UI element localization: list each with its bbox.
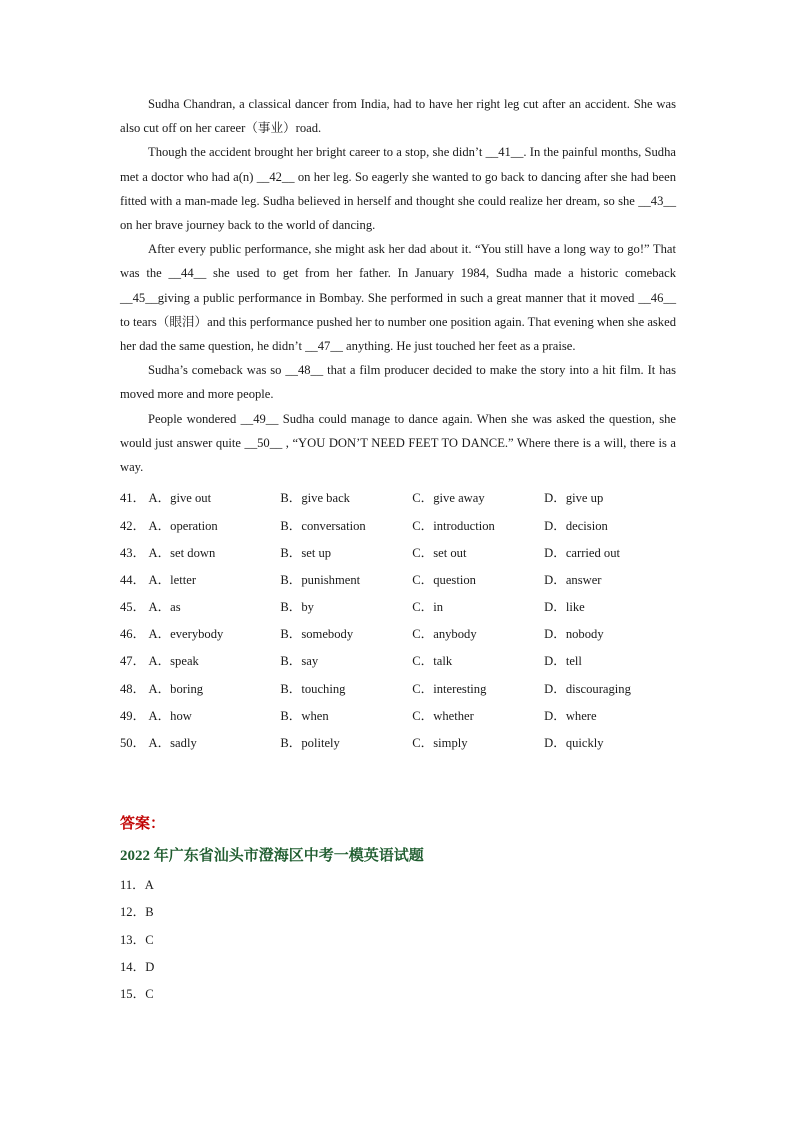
question-number: 49． [120,708,146,723]
question-row [120,646,676,673]
option-a: A．as [148,600,181,615]
option-b: B．give back [280,491,350,506]
question-number: 48． [120,681,146,696]
question-number: 41． [120,491,146,506]
option-d: D．discouraging [544,681,631,696]
option-a: A．how [148,708,192,723]
option-b: B．set up [280,545,332,560]
answer-item: 15．C [120,987,154,1002]
question-options [120,483,676,755]
question-row [120,701,676,728]
option-c: C．set out [412,545,467,560]
question-number: 46． [120,627,146,642]
option-b: B．by [280,600,314,615]
passage-paragraph-5: People wondered __49__ Sudha could manage to dance again. When she was asked the question, she would just answer quite __50__ , “YOU DON’T NEED FEET TO DANCE.” Where there is a will, there is a way. [120,411,676,475]
option-b: B．politely [280,736,340,751]
question-number: 45． [120,600,146,615]
question-row [120,565,676,592]
option-c: C．in [412,600,444,615]
question-row [120,728,676,755]
question-row [120,619,676,646]
answers-heading: 答案： [120,816,166,832]
question-row [120,483,676,510]
option-b: B．say [280,654,319,669]
passage-paragraph-4: Sudha’s comeback was so __48__ that a film producer decided to make the story into a hit film. It has moved more and more people. [120,363,676,402]
question-number: 44． [120,572,146,587]
option-b: B．punishment [280,572,361,587]
option-c: C．give away [412,491,485,506]
option-a: A．boring [148,681,204,696]
option-b: B．conversation [280,518,366,533]
option-b: B．when [280,708,329,723]
option-a: A．everybody [148,627,224,642]
option-d: D．tell [544,654,582,669]
exam-title: 2022 年广东省汕头市澄海区中考一模英语试题 [120,848,424,864]
answer-item: 11．A [120,878,154,892]
option-c: C．talk [412,654,453,669]
option-c: C．simply [412,736,468,751]
option-d: D．carried out [544,545,621,560]
option-c: C．introduction [412,518,495,533]
option-d: D．answer [544,572,602,587]
option-d: D．quickly [544,736,604,751]
option-c: C．whether [412,708,474,723]
question-row [120,538,676,565]
option-a: A．letter [148,572,197,587]
question-row [120,510,676,537]
question-number: 50． [120,736,146,751]
question-row [120,592,676,619]
option-a: A．speak [148,654,199,669]
option-d: D．decision [544,518,608,533]
option-c: C．anybody [412,627,477,642]
option-d: D．like [544,600,585,615]
question-number: 47． [120,654,146,669]
question-row [120,674,676,701]
answer-item: 14．D [120,959,155,974]
option-a: A．give out [148,491,212,506]
option-b: B．somebody [280,627,354,642]
passage-paragraph-3: After every public performance, she might ask her dad about it. “You still have a long way to go!” That was the __44__ she used to get from her father. In January 1984, Sudha made a historic comeback __45__giving a public performance in Bombay. She performed in such a great manner that it moved __46__ to tears（眼泪）and this performance pushed her to number one position again. That evening when she asked her dad the same question, he didn’t __47__ anything. He just touched her feet as a praise. [120,242,676,354]
option-a: A．operation [148,518,218,533]
option-d: D．nobody [544,627,604,642]
option-c: C．question [412,572,476,587]
option-a: A．sadly [148,736,197,751]
option-d: D．give up [544,491,604,506]
answer-item: 13．C [120,932,154,947]
question-number: 43． [120,545,146,560]
question-number: 42． [120,518,146,533]
passage-paragraph-2: Though the accident brought her bright career to a stop, she didn’t __41__. In the painful months, Sudha met a doctor who had a(n) __42__ on her leg. So eagerly she wanted to go back to dancing after she had been fitted with a man-made leg. Sudha believed in herself and thought she could realize her dream, so she __43__ on her brave journey back to the world of dancing. [120,145,676,233]
document-page [120,92,676,755]
cloze-passage [120,92,676,479]
option-d: D．where [544,708,597,723]
option-c: C．interesting [412,681,487,696]
answer-list [120,872,154,1008]
answer-item: 12．B [120,905,154,920]
option-a: A．set down [148,545,216,560]
passage-paragraph-1: Sudha Chandran, a classical dancer from India, had to have her right leg cut after an accident. She was also cut off on her career（事业）road. [120,97,676,136]
option-b: B．touching [280,681,346,696]
